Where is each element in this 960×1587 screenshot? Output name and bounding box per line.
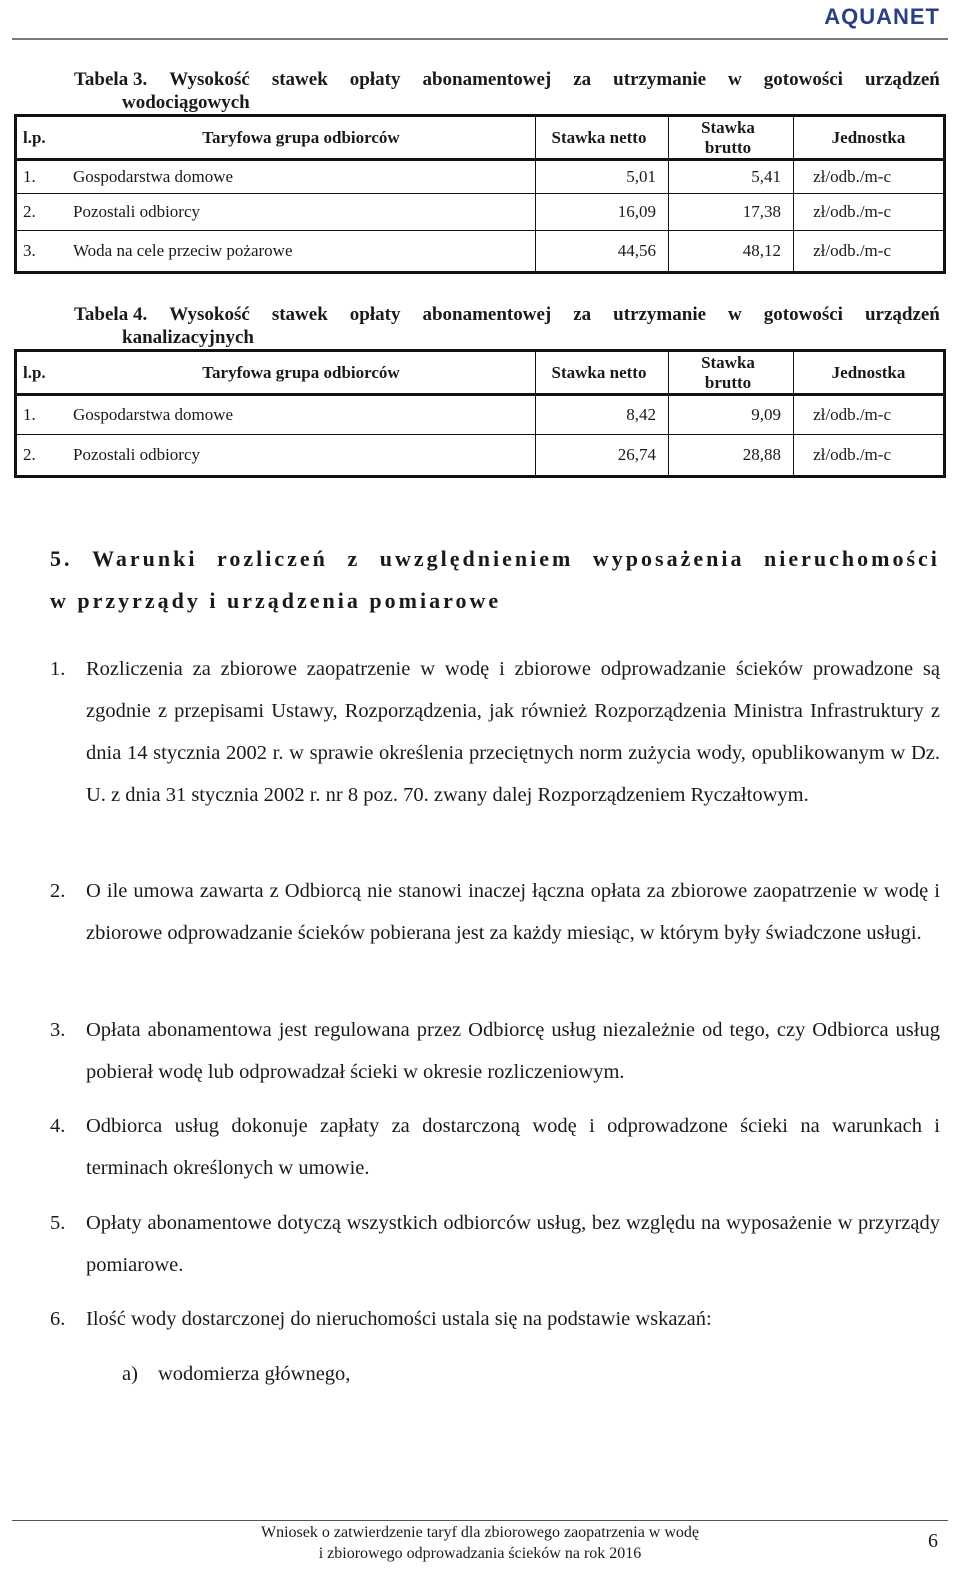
- col-unit-header: Jednostka: [794, 351, 945, 395]
- cell-lp: 2.: [23, 445, 36, 464]
- list-item: [50, 1202, 940, 1286]
- caption-word: utrzymanie: [613, 304, 707, 325]
- col-group-header: Taryfowa grupa odbiorców: [202, 127, 400, 147]
- point-text: Opłaty abonamentowe dotyczą wszystkich odbiorców usług, bez względu na wyposażenie w przyrządy pomiarowe.: [86, 1212, 940, 1276]
- footer-line1: Wniosek o zatwierdzenie taryf dla zbiorowego zaopatrzenia w wodę: [260, 1524, 700, 1541]
- subpoint-letter: a): [122, 1363, 138, 1385]
- table-row: [16, 395, 945, 435]
- table4: [14, 349, 946, 478]
- cell-gross: 9,09: [669, 395, 794, 435]
- table4-caption: [74, 303, 940, 349]
- list-item: [50, 870, 940, 954]
- caption-word: Wysokość: [169, 69, 250, 90]
- sub-list-item: [122, 1353, 350, 1395]
- list-item: [50, 648, 940, 816]
- caption-word: utrzymanie: [613, 69, 707, 90]
- caption-word: opłaty: [349, 304, 401, 325]
- list-item: [50, 1298, 940, 1340]
- caption-word: w: [728, 304, 742, 325]
- footer-divider: [12, 1520, 948, 1521]
- caption-word: Tabela 4.: [74, 304, 148, 325]
- point-text: Odbiorca usług dokonuje zapłaty za dostarczoną wodę i odprowadzone ścieki na warunkach i terminach określonych w umowie.: [86, 1115, 940, 1179]
- table-row: [16, 231, 945, 273]
- table4-header-row: [16, 351, 945, 395]
- caption-word: Warunki: [92, 546, 198, 571]
- table3-caption: [74, 68, 940, 114]
- caption-word: gotowości: [763, 69, 843, 90]
- point-text: O ile umowa zawarta z Odbiorcą nie stanowi inaczej łączna opłata za zbiorowe zaopatrzenie w wodę i zbiorowe odprowadzanie ścieków pobierana jest za każdy miesiąc, w którym były świadczone usługi.: [86, 880, 940, 944]
- cell-gross: 28,88: [669, 435, 794, 477]
- point-number: 6.: [50, 1308, 66, 1330]
- table4-caption-line2: kanalizacyjnych: [122, 327, 254, 348]
- caption-word: wyposażenia: [592, 546, 745, 571]
- cell-group: Gospodarstwa domowe: [73, 167, 234, 186]
- point-number: 2.: [50, 880, 66, 902]
- col-net-header: Stawka netto: [536, 351, 669, 395]
- caption-word: abonamentowej: [422, 69, 552, 90]
- cell-net: 5,01: [536, 160, 669, 194]
- caption-word: za: [573, 69, 592, 90]
- cell-lp: 2.: [23, 202, 36, 221]
- cell-unit: zł/odb./m-c: [794, 160, 945, 194]
- section5-heading: [50, 538, 940, 622]
- list-item: [50, 1105, 940, 1189]
- caption-word: z: [347, 546, 361, 571]
- cell-lp: 3.: [23, 241, 36, 260]
- subpoint-text: wodomierza głównego,: [158, 1363, 351, 1385]
- point-number: 4.: [50, 1115, 66, 1137]
- cell-lp: 1.: [23, 405, 36, 424]
- footer-text: [140, 1522, 820, 1564]
- col-gross-header: Stawka brutto: [669, 116, 794, 160]
- cell-net: 44,56: [536, 231, 669, 273]
- caption-word: urządzeń: [864, 304, 940, 325]
- caption-word: stawek: [271, 69, 328, 90]
- col-gross-header: Stawka brutto: [669, 351, 794, 395]
- header-divider: [12, 38, 948, 40]
- point-number: 5.: [50, 1212, 66, 1234]
- point-text: Rozliczenia za zbiorowe zaopatrzenie w wodę i zbiorowe odprowadzanie ścieków prowadzone są zgodnie z przepisami Ustawy, Rozporządzenia, jak również Rozporządzenia Ministra Infrastruktury z dnia 14 stycznia 2002 r. w sprawie określenia przeciętnych norm zużycia wody, opublikowanym w Dz. U. z dnia 31 stycznia 2002 r. nr 8 poz. 70. zwany dalej Rozporządzeniem Ryczałtowym.: [86, 658, 940, 806]
- cell-group: Woda na cele przeciw pożarowe: [73, 241, 293, 260]
- caption-word: Tabela 3.: [74, 69, 148, 90]
- cell-gross: 17,38: [669, 194, 794, 231]
- cell-group: Pozostali odbiorcy: [73, 202, 201, 221]
- col-unit-header: Jednostka: [794, 116, 945, 160]
- cell-gross: 5,41: [669, 160, 794, 194]
- cell-unit: zł/odb./m-c: [794, 395, 945, 435]
- caption-word: abonamentowej: [422, 304, 552, 325]
- caption-word: stawek: [271, 304, 328, 325]
- cell-lp: 1.: [23, 167, 36, 186]
- point-text: Opłata abonamentowa jest regulowana przez Odbiorcę usług niezależnie od tego, czy Odbiorca usług pobierał wodę lub odprowadzał ścieki w okresie rozliczeniowym.: [86, 1019, 940, 1083]
- cell-unit: zł/odb./m-c: [794, 194, 945, 231]
- caption-word: opłaty: [349, 69, 401, 90]
- cell-group: Pozostali odbiorcy: [73, 445, 201, 464]
- cell-unit: zł/odb./m-c: [794, 435, 945, 477]
- caption-word: Wysokość: [169, 304, 250, 325]
- caption-word: rozliczeń: [217, 546, 328, 571]
- cell-net: 16,09: [536, 194, 669, 231]
- col-lp-header: l.p.: [23, 127, 46, 147]
- table3: [14, 114, 946, 274]
- section5-heading-line2: w przyrządy i urządzenia pomiarowe: [50, 588, 502, 613]
- caption-word: uwzględnieniem: [379, 546, 574, 571]
- caption-word: za: [573, 304, 592, 325]
- caption-word: gotowości: [763, 304, 843, 325]
- logo-text: AQUANET: [824, 4, 940, 29]
- cell-net: 26,74: [536, 435, 669, 477]
- footer-line2: i zbiorowego odprowadzania ścieków na rok 2016: [318, 1545, 642, 1562]
- table-row: [16, 194, 945, 231]
- table-row: [16, 160, 945, 194]
- col-net-header: Stawka netto: [536, 116, 669, 160]
- table3-caption-line2: wodociągowych: [122, 92, 250, 113]
- caption-word: w: [728, 69, 742, 90]
- col-group-header: Taryfowa grupa odbiorców: [202, 362, 400, 382]
- cell-net: 8,42: [536, 395, 669, 435]
- cell-group: Gospodarstwa domowe: [73, 405, 234, 424]
- section5-heading-line1: [50, 538, 940, 580]
- cell-gross: 48,12: [669, 231, 794, 273]
- table-row: [16, 435, 945, 477]
- point-text: Ilość wody dostarczonej do nieruchomości ustala się na podstawie wskazań:: [86, 1308, 712, 1330]
- table3-header-row: [16, 116, 945, 160]
- point-number: 3.: [50, 1019, 66, 1041]
- table4-caption-line1: [74, 303, 940, 326]
- caption-word: urządzeń: [864, 69, 940, 90]
- cell-unit: zł/odb./m-c: [794, 231, 945, 273]
- caption-word: 5.: [50, 546, 73, 571]
- col-lp-header: l.p.: [23, 362, 46, 382]
- point-number: 1.: [50, 658, 66, 680]
- list-item: [50, 1009, 940, 1093]
- table3-caption-line1: [74, 68, 940, 91]
- page-number: 6: [928, 1530, 938, 1552]
- caption-word: nieruchomości: [764, 546, 940, 571]
- company-logo: [824, 4, 940, 30]
